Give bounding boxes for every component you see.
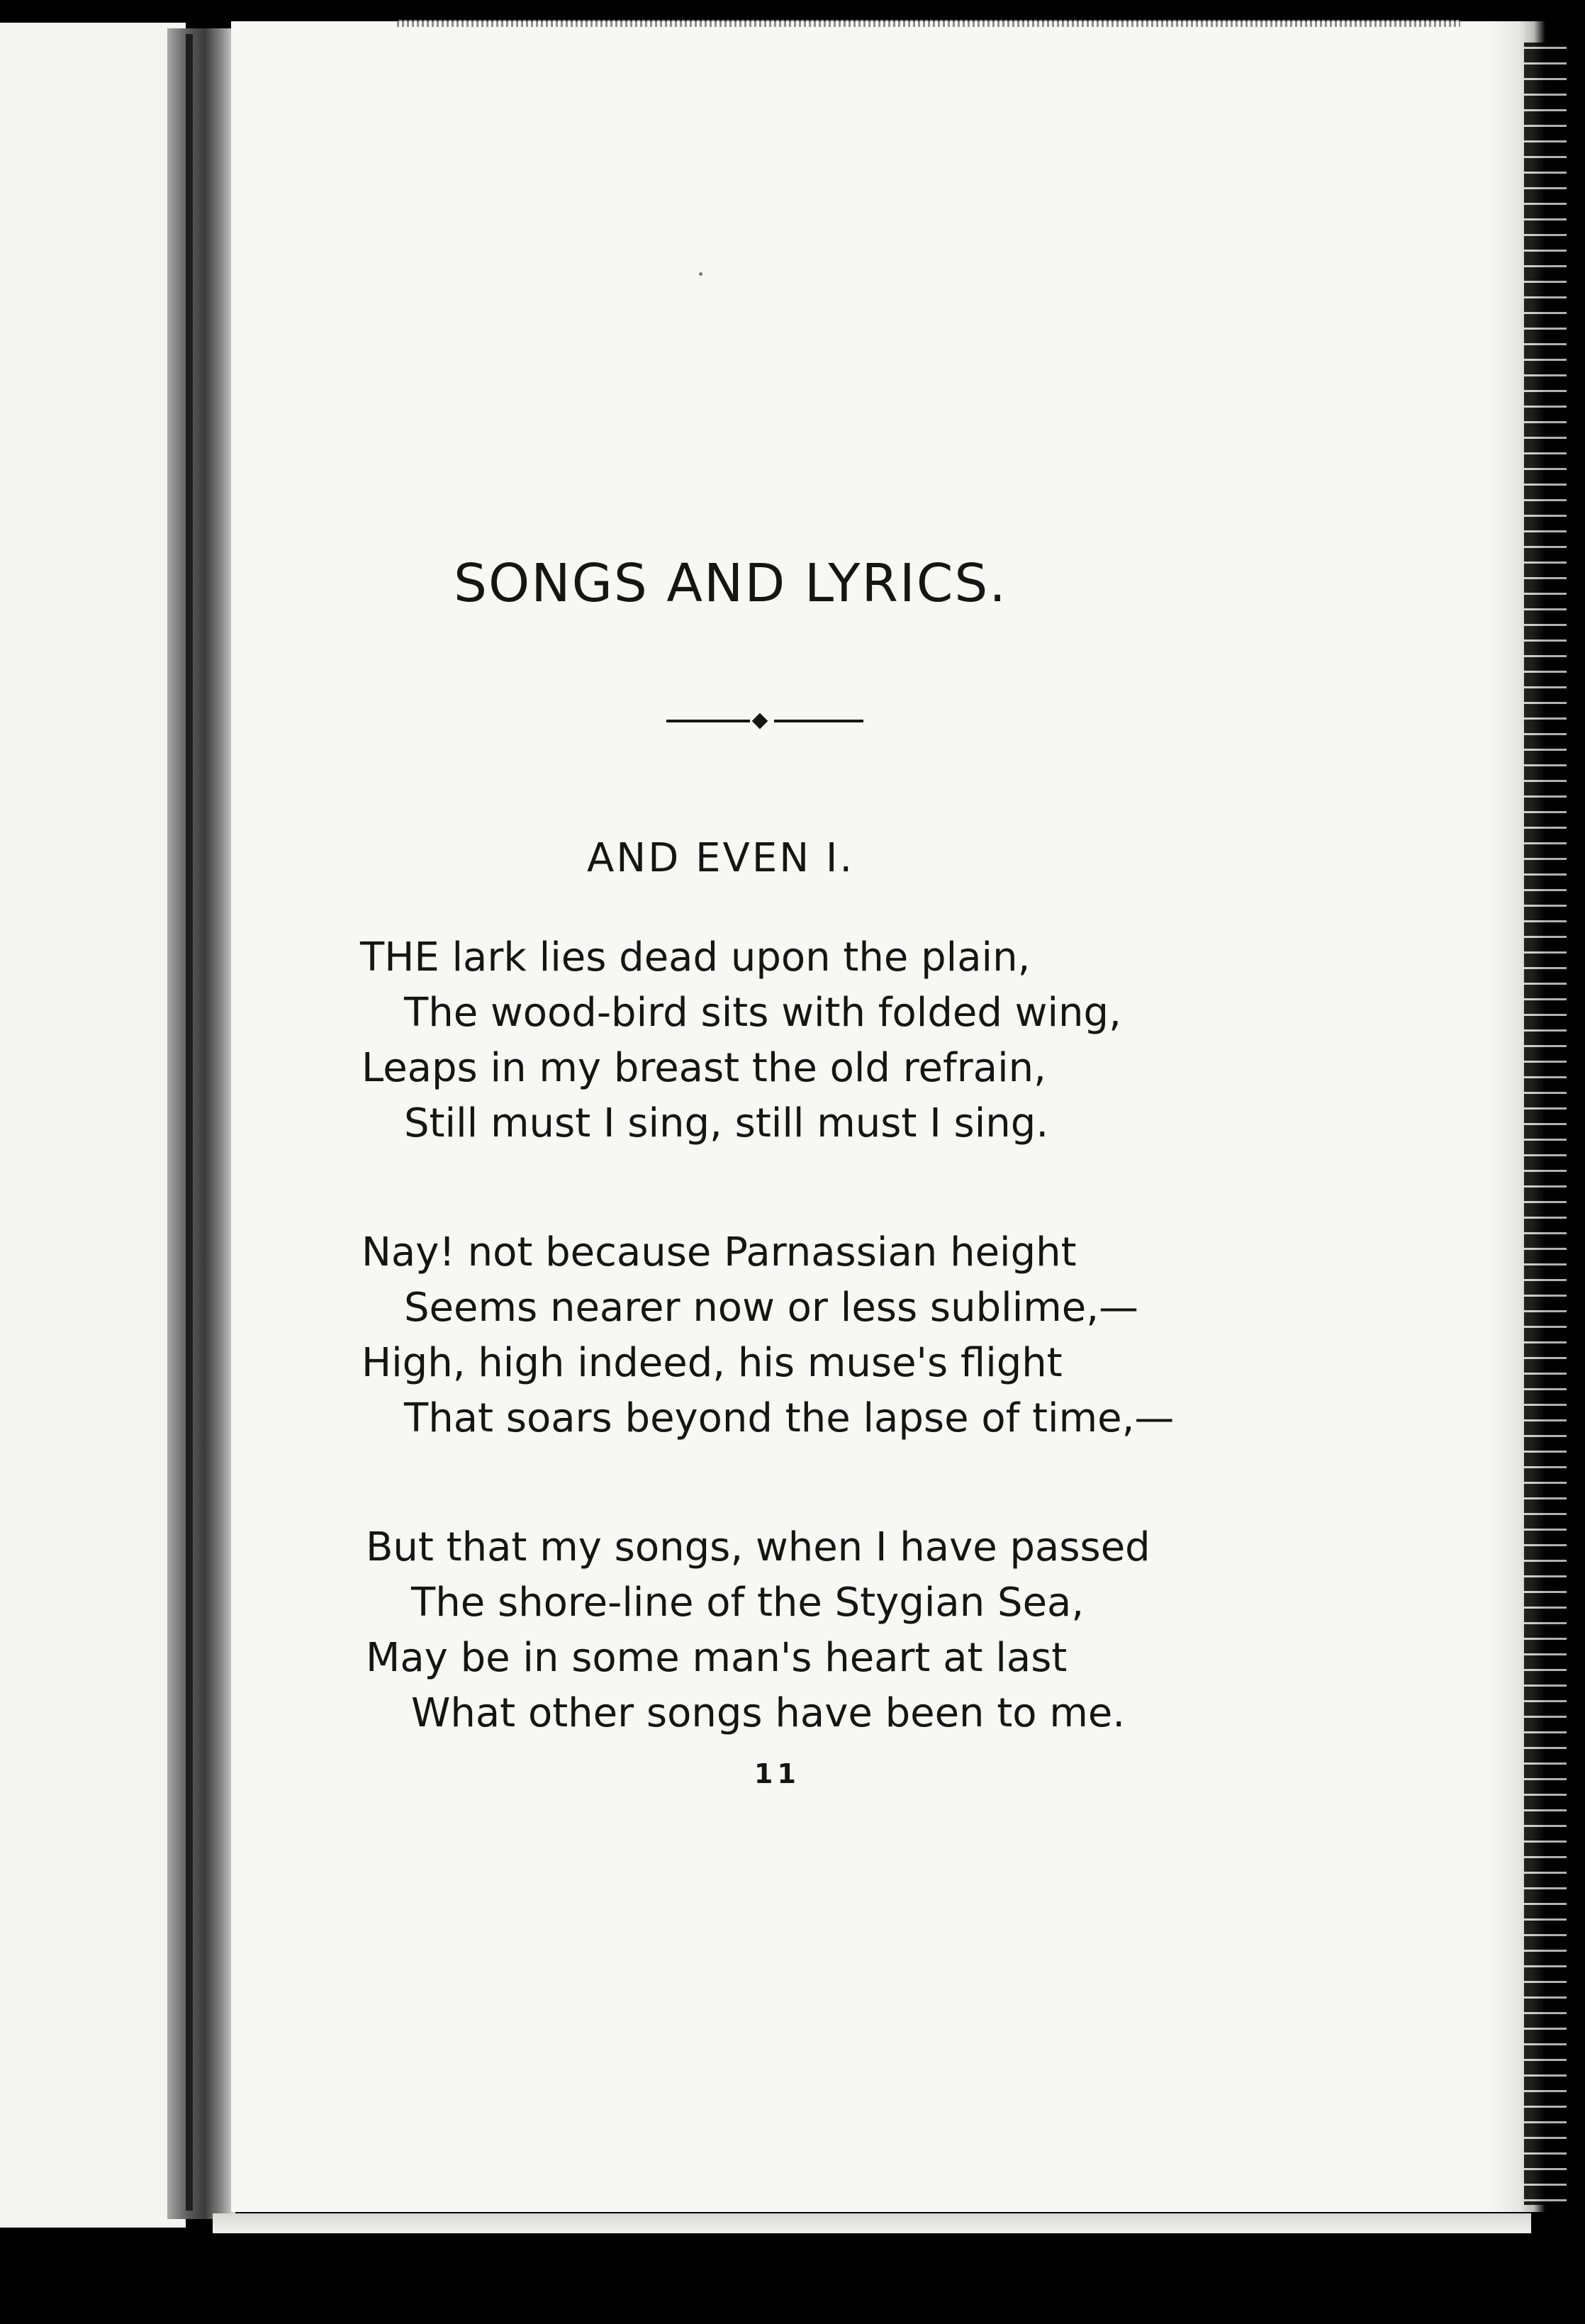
page-bottom-edge (213, 2213, 1531, 2233)
poem-line: But that my songs, when I have passed (366, 1524, 1150, 1570)
poem-line: High, high indeed, his muse's flight (362, 1340, 1063, 1386)
top-edge-texture (397, 20, 1460, 27)
poem-line: The wood-bird sits with folded wing, (404, 990, 1121, 1036)
paper-speck (699, 272, 702, 276)
poem-line: Still must I sing, still must I sing. (404, 1100, 1049, 1146)
divider-line-left (666, 720, 750, 722)
book-gutter-shadow (167, 28, 235, 2219)
facing-page-edge (0, 23, 186, 2228)
poem-line: THE lark lies dead upon the plain, (360, 934, 1031, 981)
poem-line: Nay! not because Parnassian height (362, 1229, 1077, 1275)
diamond-ornament-icon (752, 713, 768, 730)
poem-line: Leaps in my breast the old refrain, (362, 1045, 1046, 1091)
gutter-edge (186, 34, 193, 2211)
divider-line-right (774, 720, 863, 722)
section-heading: SONGS AND LYRICS. (454, 553, 1007, 614)
ornamental-divider (666, 713, 863, 730)
deckle-edge-texture (1524, 43, 1567, 2205)
poem-line: The shore-line of the Stygian Sea, (411, 1580, 1085, 1626)
poem-title: AND EVEN I. (587, 835, 855, 881)
page-number: 11 (754, 1758, 800, 1789)
poem-line: That soars beyond the lapse of time,— (404, 1395, 1175, 1441)
poem-line: May be in some man's heart at last (366, 1635, 1068, 1681)
poem-line: What other songs have been to me. (411, 1690, 1126, 1736)
poem-line: Seems nearer now or less sublime,— (404, 1285, 1139, 1331)
